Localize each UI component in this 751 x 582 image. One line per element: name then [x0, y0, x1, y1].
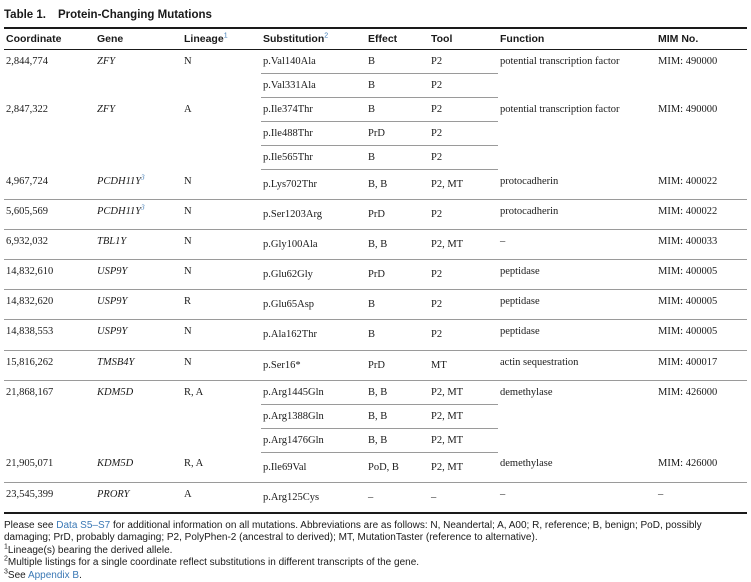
substitution-cell: p.Ser1203Arg: [261, 200, 366, 230]
substitution-cell: p.Ile488Thr: [261, 122, 366, 146]
header-coordinate: Coordinate: [4, 29, 95, 50]
mim-cell: MIM: 400017: [656, 350, 747, 380]
table-container: [4, 0, 747, 582]
tool-cell: P2: [429, 290, 498, 320]
footnote-1: [4, 545, 747, 558]
substitution-cell: p.Ala162Thr: [261, 320, 366, 350]
effect-cell: B, B: [366, 230, 429, 260]
effect-cell: B: [366, 98, 429, 122]
lineage-cell: N: [182, 200, 261, 230]
coordinate-cell: 4,967,724: [4, 170, 95, 200]
effect-cell: PrD: [366, 350, 429, 380]
effect-cell: B, B: [366, 428, 429, 452]
coordinate-cell: 2,844,774: [6, 56, 48, 67]
mim-cell: MIM: 400005: [656, 290, 747, 320]
tool-cell: P2: [429, 98, 498, 122]
gene-name: USP9Y: [97, 266, 128, 278]
gene-name: ZFY: [97, 56, 116, 67]
note-main: [4, 520, 747, 545]
gene-name: TMSB4Y: [97, 356, 135, 368]
gene-name: USP9Y: [97, 296, 128, 308]
gene-name: PCDH11Y: [97, 206, 142, 218]
gene-cell: [95, 290, 182, 320]
substitution-cell: p.Gly100Ala: [261, 230, 366, 260]
gene-name: PRORY: [97, 488, 130, 500]
tool-cell: P2, MT: [429, 452, 498, 482]
coordinate-cell: 21,905,071: [4, 452, 95, 482]
note-main-prefix: Please see: [4, 519, 57, 531]
effect-cell: B: [366, 50, 429, 74]
gene-name: KDM5D: [97, 458, 134, 470]
gene-name: TBL1Y: [97, 236, 127, 248]
lineage-cell: A: [184, 103, 192, 115]
lineage-cell: N: [182, 260, 261, 290]
gene-footnote-link[interactable]: 3: [141, 203, 145, 212]
gene-name: USP9Y: [97, 326, 128, 338]
appendix-b-link[interactable]: Appendix B: [27, 569, 80, 581]
coordinate-cell: 2,847,322: [6, 103, 48, 115]
substitution-cell: p.Ile374Thr: [261, 98, 366, 122]
header-mim: MIM No.: [656, 29, 747, 50]
lineage-cell: N: [182, 230, 261, 260]
gene-name: KDM5D: [97, 386, 134, 398]
mim-cell: MIM: 400033: [656, 230, 747, 260]
effect-cell: PrD: [366, 260, 429, 290]
table-row: [4, 290, 747, 320]
gene-cell: [95, 260, 182, 290]
header-substitution-footnote-link[interactable]: 2: [324, 32, 329, 40]
tool-cell: P2: [429, 122, 498, 146]
substitution-cell: p.Glu65Asp: [261, 290, 366, 320]
header-substitution-label: Substitution: [263, 33, 325, 45]
table-row: [4, 260, 747, 290]
header-function: Function: [498, 29, 656, 50]
mim-cell: MIM: 426000: [658, 386, 718, 398]
effect-cell: B, B: [366, 170, 429, 200]
substitution-cell: p.Ile565Thr: [261, 146, 366, 170]
table-row: [4, 230, 747, 260]
function-cell: protocadherin: [498, 200, 656, 230]
footnote-1-text: Lineage(s) bearing the derived allele.: [7, 544, 173, 556]
function-cell: peptidase: [498, 260, 656, 290]
header-lineage-footnote-link[interactable]: 1: [223, 32, 228, 40]
mim-cell: MIM: 426000: [656, 452, 747, 482]
lineage-cell: R: [182, 290, 261, 320]
gene-cell: [95, 452, 182, 482]
function-cell: peptidase: [498, 320, 656, 350]
gene-cell: [95, 380, 182, 452]
effect-cell: B: [366, 320, 429, 350]
coordinate-cell: 6,932,032: [4, 230, 95, 260]
header-substitution: [261, 29, 366, 50]
header-tool: Tool: [429, 29, 498, 50]
tool-cell: P2, MT: [429, 428, 498, 452]
tool-cell: P2: [429, 50, 498, 74]
function-cell: –: [498, 230, 656, 260]
substitution-cell: p.Ser16*: [261, 350, 366, 380]
gene-name: PCDH11Y: [97, 175, 142, 187]
mim-cell: MIM: 490000: [658, 103, 718, 115]
effect-cell: –: [366, 482, 429, 513]
table-row: [4, 98, 747, 122]
table-row: [4, 380, 747, 404]
function-cell: demethylase: [500, 386, 553, 398]
mim-cell: MIM: 400005: [656, 320, 747, 350]
gene-cell: [95, 200, 182, 230]
tool-cell: P2: [429, 200, 498, 230]
footnote-1-mark: 1: [4, 543, 8, 551]
coordinate-cell: 5,605,569: [4, 200, 95, 230]
coordinate-cell: 14,832,610: [4, 260, 95, 290]
mim-cell: –: [656, 482, 747, 513]
function-cell: peptidase: [498, 290, 656, 320]
mutations-table: [4, 29, 747, 514]
gene-footnote-link[interactable]: 3: [141, 173, 145, 182]
function-cell: demethylase: [498, 452, 656, 482]
coordinate-cell: 14,832,620: [4, 290, 95, 320]
table-row: [4, 482, 747, 513]
table-row: [4, 452, 747, 482]
table-row: [4, 350, 747, 380]
tool-cell: P2: [429, 146, 498, 170]
function-cell: protocadherin: [498, 170, 656, 200]
lineage-cell: N: [184, 56, 192, 67]
coordinate-cell: 14,838,553: [4, 320, 95, 350]
gene-cell: [95, 98, 182, 170]
function-cell: –: [498, 482, 656, 513]
gene-cell: [95, 230, 182, 260]
table-caption: [4, 7, 747, 29]
lineage-cell: A: [182, 482, 261, 513]
effect-cell: B: [366, 146, 429, 170]
lineage-cell: N: [182, 350, 261, 380]
lineage-cell: N: [182, 320, 261, 350]
lineage-cell: R, A: [184, 386, 204, 398]
footnote-2-text: Multiple listings for a single coordinate reflect substitutions in different transcripts of the gene.: [7, 557, 420, 569]
substitution-cell: p.Arg1445Gln: [261, 380, 366, 404]
effect-cell: B: [366, 74, 429, 98]
effect-cell: PrD: [366, 200, 429, 230]
substitution-cell: p.Arg1388Gln: [261, 404, 366, 428]
tool-cell: P2, MT: [429, 380, 498, 404]
substitution-cell: p.Glu62Gly: [261, 260, 366, 290]
table-notes: [4, 514, 747, 582]
header-row: [4, 29, 747, 50]
tool-cell: P2: [429, 260, 498, 290]
tool-cell: –: [429, 482, 498, 513]
coordinate-cell: 21,868,167: [6, 386, 54, 398]
table-row: [4, 200, 747, 230]
mim-cell: MIM: 400022: [656, 200, 747, 230]
coordinate-cell: 23,545,399: [4, 482, 95, 513]
tool-cell: P2: [429, 74, 498, 98]
tool-cell: MT: [429, 350, 498, 380]
tool-cell: P2: [429, 320, 498, 350]
header-effect: Effect: [366, 29, 429, 50]
substitution-cell: p.Val331Ala: [261, 74, 366, 98]
note-main-text: for additional information on all mutations. Abbreviations are as follows: N, Neandertal; A, A00; R, reference; B, benign; PoD, possibly damaging; PrD, probably damaging; P2, PolyPhen-2 (ancestral to derived); MT, MutationTaster (reference to alternative).: [4, 519, 702, 544]
mim-cell: MIM: 400005: [656, 260, 747, 290]
table-number: Table 1.: [4, 9, 46, 21]
tool-cell: P2, MT: [429, 404, 498, 428]
mim-cell: MIM: 400022: [656, 170, 747, 200]
footnote-3-mark: 3: [4, 568, 8, 576]
gene-cell: [95, 320, 182, 350]
footnote-3-suffix: .: [79, 569, 82, 581]
table-row: [4, 320, 747, 350]
footnote-2: [4, 557, 747, 570]
table-title: Protein-Changing Mutations: [57, 9, 212, 21]
header-lineage: [182, 29, 261, 50]
coordinate-cell: 15,816,262: [4, 350, 95, 380]
substitution-cell: p.Arg125Cys: [261, 482, 366, 513]
substitution-cell: p.Arg1476Gln: [261, 428, 366, 452]
effect-cell: B, B: [366, 380, 429, 404]
gene-cell: [95, 50, 182, 98]
gene-cell: [95, 482, 182, 513]
effect-cell: PoD, B: [366, 452, 429, 482]
substitution-cell: p.Lys702Thr: [261, 170, 366, 200]
footnote-2-mark: 2: [4, 555, 8, 563]
footnote-3: [4, 570, 747, 582]
tool-cell: P2, MT: [429, 170, 498, 200]
header-lineage-label: Lineage: [184, 33, 224, 45]
function-cell: potential transcription factor: [500, 56, 620, 67]
gene-name: ZFY: [97, 103, 116, 115]
mim-cell: MIM: 490000: [658, 56, 718, 67]
effect-cell: B: [366, 290, 429, 320]
function-cell: actin sequestration: [498, 350, 656, 380]
data-s5-s7-link[interactable]: Data S5–S7: [56, 519, 111, 531]
substitution-cell: p.Ile69Val: [261, 452, 366, 482]
table-body: [4, 50, 747, 513]
table-row: [4, 170, 747, 200]
header-gene: Gene: [95, 29, 182, 50]
gene-cell: [95, 350, 182, 380]
substitution-cell: p.Val140Ala: [261, 50, 366, 74]
gene-cell: [95, 170, 182, 200]
effect-cell: B, B: [366, 404, 429, 428]
lineage-cell: R, A: [182, 452, 261, 482]
tool-cell: P2, MT: [429, 230, 498, 260]
lineage-cell: N: [182, 170, 261, 200]
table-row: [4, 50, 747, 74]
footnote-3-prefix: See: [7, 569, 28, 581]
function-cell: potential transcription factor: [500, 103, 620, 115]
effect-cell: PrD: [366, 122, 429, 146]
